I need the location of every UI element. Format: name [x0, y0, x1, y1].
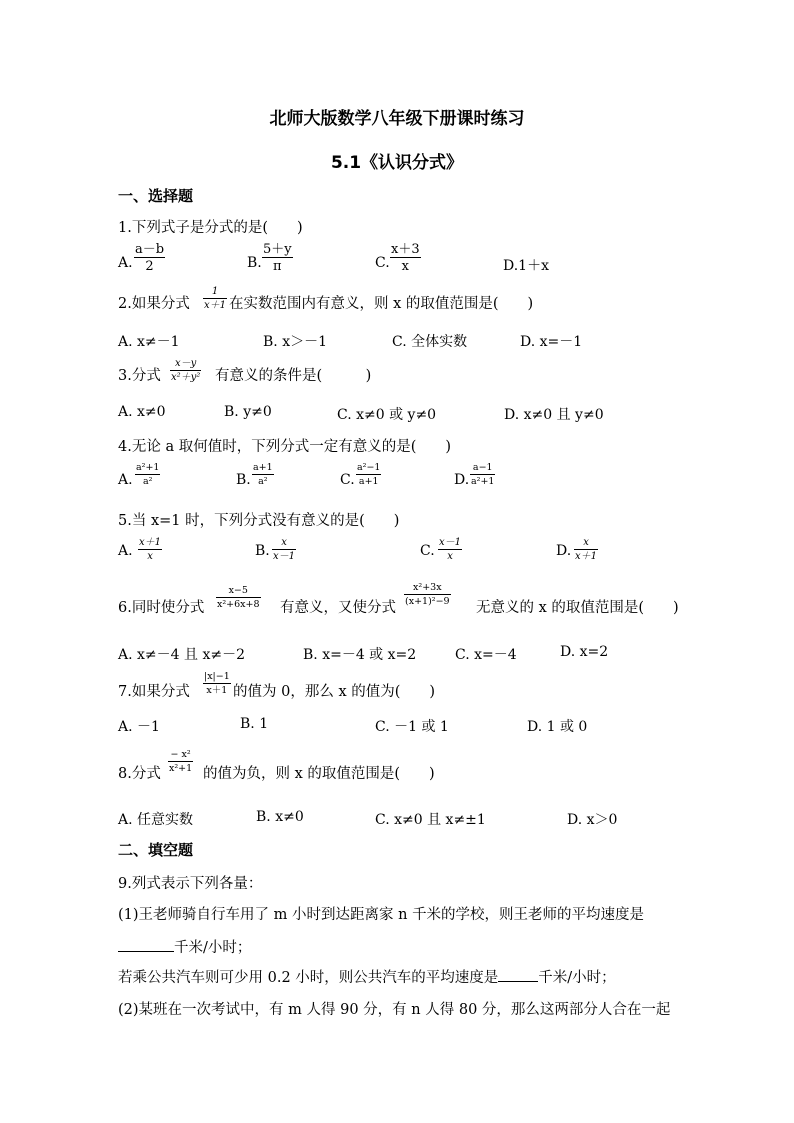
option-d: D. x≠0 且 y≠0 — [504, 407, 604, 423]
option-c-label: C. — [340, 472, 355, 488]
question-6-fraction-1: x−5 x²+6x+8 — [217, 585, 260, 610]
question-9-line-3 — [118, 966, 616, 987]
option-a-label: A. — [118, 255, 133, 271]
option-a: A. x≠－4 且 x≠－2 — [118, 647, 245, 663]
question-9-line-2 — [118, 936, 251, 957]
question-5-stem: 5.当 x=1 时，下列分式没有意义的是( ) — [118, 513, 400, 529]
question-9-line-1: (1)王老师骑自行车用了 m 小时到达距离家 n 千米的学校，则王老师的平均速度是 — [118, 907, 645, 923]
option-b: B. x≠0 — [256, 809, 304, 825]
option-d: D.1＋x — [503, 258, 549, 274]
option-c-label: C. — [420, 543, 435, 559]
question-9-line-3-prefix: 若乘公共汽车则可少用 0.2 小时，则公共汽车的平均速度是 — [118, 970, 499, 986]
option-b: B. x=－4 或 x=2 — [303, 647, 417, 663]
question-2-fraction: 1 x＋1 — [204, 286, 227, 311]
question-7-prefix: 7.如果分式 — [118, 684, 190, 700]
option-c: C. x≠0 或 y≠0 — [337, 407, 437, 423]
option-d-label: D. — [454, 472, 470, 488]
option-c-fraction: x－1 x — [439, 537, 462, 562]
option-a-fraction: a－b 2 — [135, 242, 165, 274]
option-c-fraction: x＋3 x — [391, 242, 420, 274]
option-a-label: A. — [118, 472, 133, 488]
option-b: B. y≠0 — [224, 404, 272, 420]
question-1-stem: 1.下列式子是分式的是( ) — [118, 220, 303, 236]
option-a: A. －1 — [118, 719, 160, 735]
option-c-label: C. — [375, 255, 390, 271]
section-heading-fill: 二、填空题 — [118, 841, 194, 859]
question-8-prefix: 8.分式 — [118, 766, 161, 782]
option-a: A. x≠－1 — [118, 334, 180, 350]
question-9-line-2-suffix: 千米/小时； — [174, 940, 252, 956]
option-d-label: D. — [556, 543, 572, 559]
question-8-fraction: − x² x²+1 — [169, 749, 193, 774]
option-c: C. x≠0 且 x≠±1 — [375, 812, 486, 828]
question-2-suffix: 在实数范围内有意义，则 x 的取值范围是( ) — [229, 296, 534, 312]
question-9-line-4: (2)某班在一次考试中，有 m 人得 90 分，有 n 人得 80 分，那么这两部分人合在一起 — [118, 1002, 671, 1018]
option-c-fraction: a²−1 a+1 — [357, 462, 381, 487]
option-b: B. x＞－1 — [263, 334, 327, 350]
option-d-fraction: x x＋1 — [575, 537, 598, 562]
question-6-mid: 有意义，又使分式 — [280, 600, 396, 616]
question-7-fraction: |x|−1 x＋1 — [204, 671, 230, 696]
answer-blank[interactable] — [118, 939, 174, 952]
question-4-stem: 4.无论 a 取何值时，下列分式一定有意义的是( ) — [118, 439, 452, 455]
page-subtitle: 5.1《认识分式》 — [330, 153, 464, 173]
option-c: C. x=－4 — [455, 647, 517, 663]
option-a-fraction: x＋1 x — [139, 537, 162, 562]
option-a: A. x≠0 — [118, 404, 166, 420]
option-a-fraction: a²+1 a² — [136, 462, 160, 487]
option-d: D. x=－1 — [520, 334, 583, 350]
option-d: D. 1 或 0 — [527, 719, 588, 735]
question-9-line-3-suffix: 千米/小时； — [538, 970, 616, 986]
question-3-prefix: 3.分式 — [118, 368, 161, 384]
option-c: C. －1 或 1 — [375, 719, 449, 735]
option-d: D. x＞0 — [567, 812, 618, 828]
option-d: D. x=2 — [560, 644, 609, 660]
option-b: B. 1 — [240, 716, 269, 732]
option-b-label: B. — [255, 543, 270, 559]
question-3-fraction: x－y x²＋y² — [171, 358, 201, 383]
question-2-prefix: 2.如果分式 — [118, 296, 190, 312]
option-b-label: B. — [247, 255, 262, 271]
section-heading-choice: 一、选择题 — [118, 187, 194, 205]
option-d-fraction: a−1 a²+1 — [471, 462, 495, 487]
option-b-fraction: x x－1 — [273, 537, 296, 562]
question-9-stem: 9.列式表示下列各量： — [118, 876, 263, 892]
option-a: A. 任意实数 — [118, 812, 194, 828]
option-a-label: A. — [118, 543, 133, 559]
answer-blank[interactable] — [498, 969, 538, 982]
question-7-suffix: 的值为 0，那么 x 的值为( ) — [233, 684, 436, 700]
question-6-prefix: 6.同时使分式 — [118, 600, 205, 616]
question-6-fraction-2: x²+3x (x+1)²−9 — [405, 582, 450, 607]
question-6-suffix: 无意义的 x 的取值范围是( ) — [476, 600, 679, 616]
option-b-fraction: a+1 a² — [253, 462, 273, 487]
question-8-suffix: 的值为负，则 x 的取值范围是( ) — [203, 766, 435, 782]
option-c: C. 全体实数 — [392, 334, 468, 350]
question-3-suffix: 有意义的条件是( ) — [215, 368, 372, 384]
option-b-label: B. — [236, 472, 251, 488]
option-b-fraction: 5＋y π — [263, 242, 292, 274]
page-title: 北师大版数学八年级下册课时练习 — [269, 109, 525, 129]
